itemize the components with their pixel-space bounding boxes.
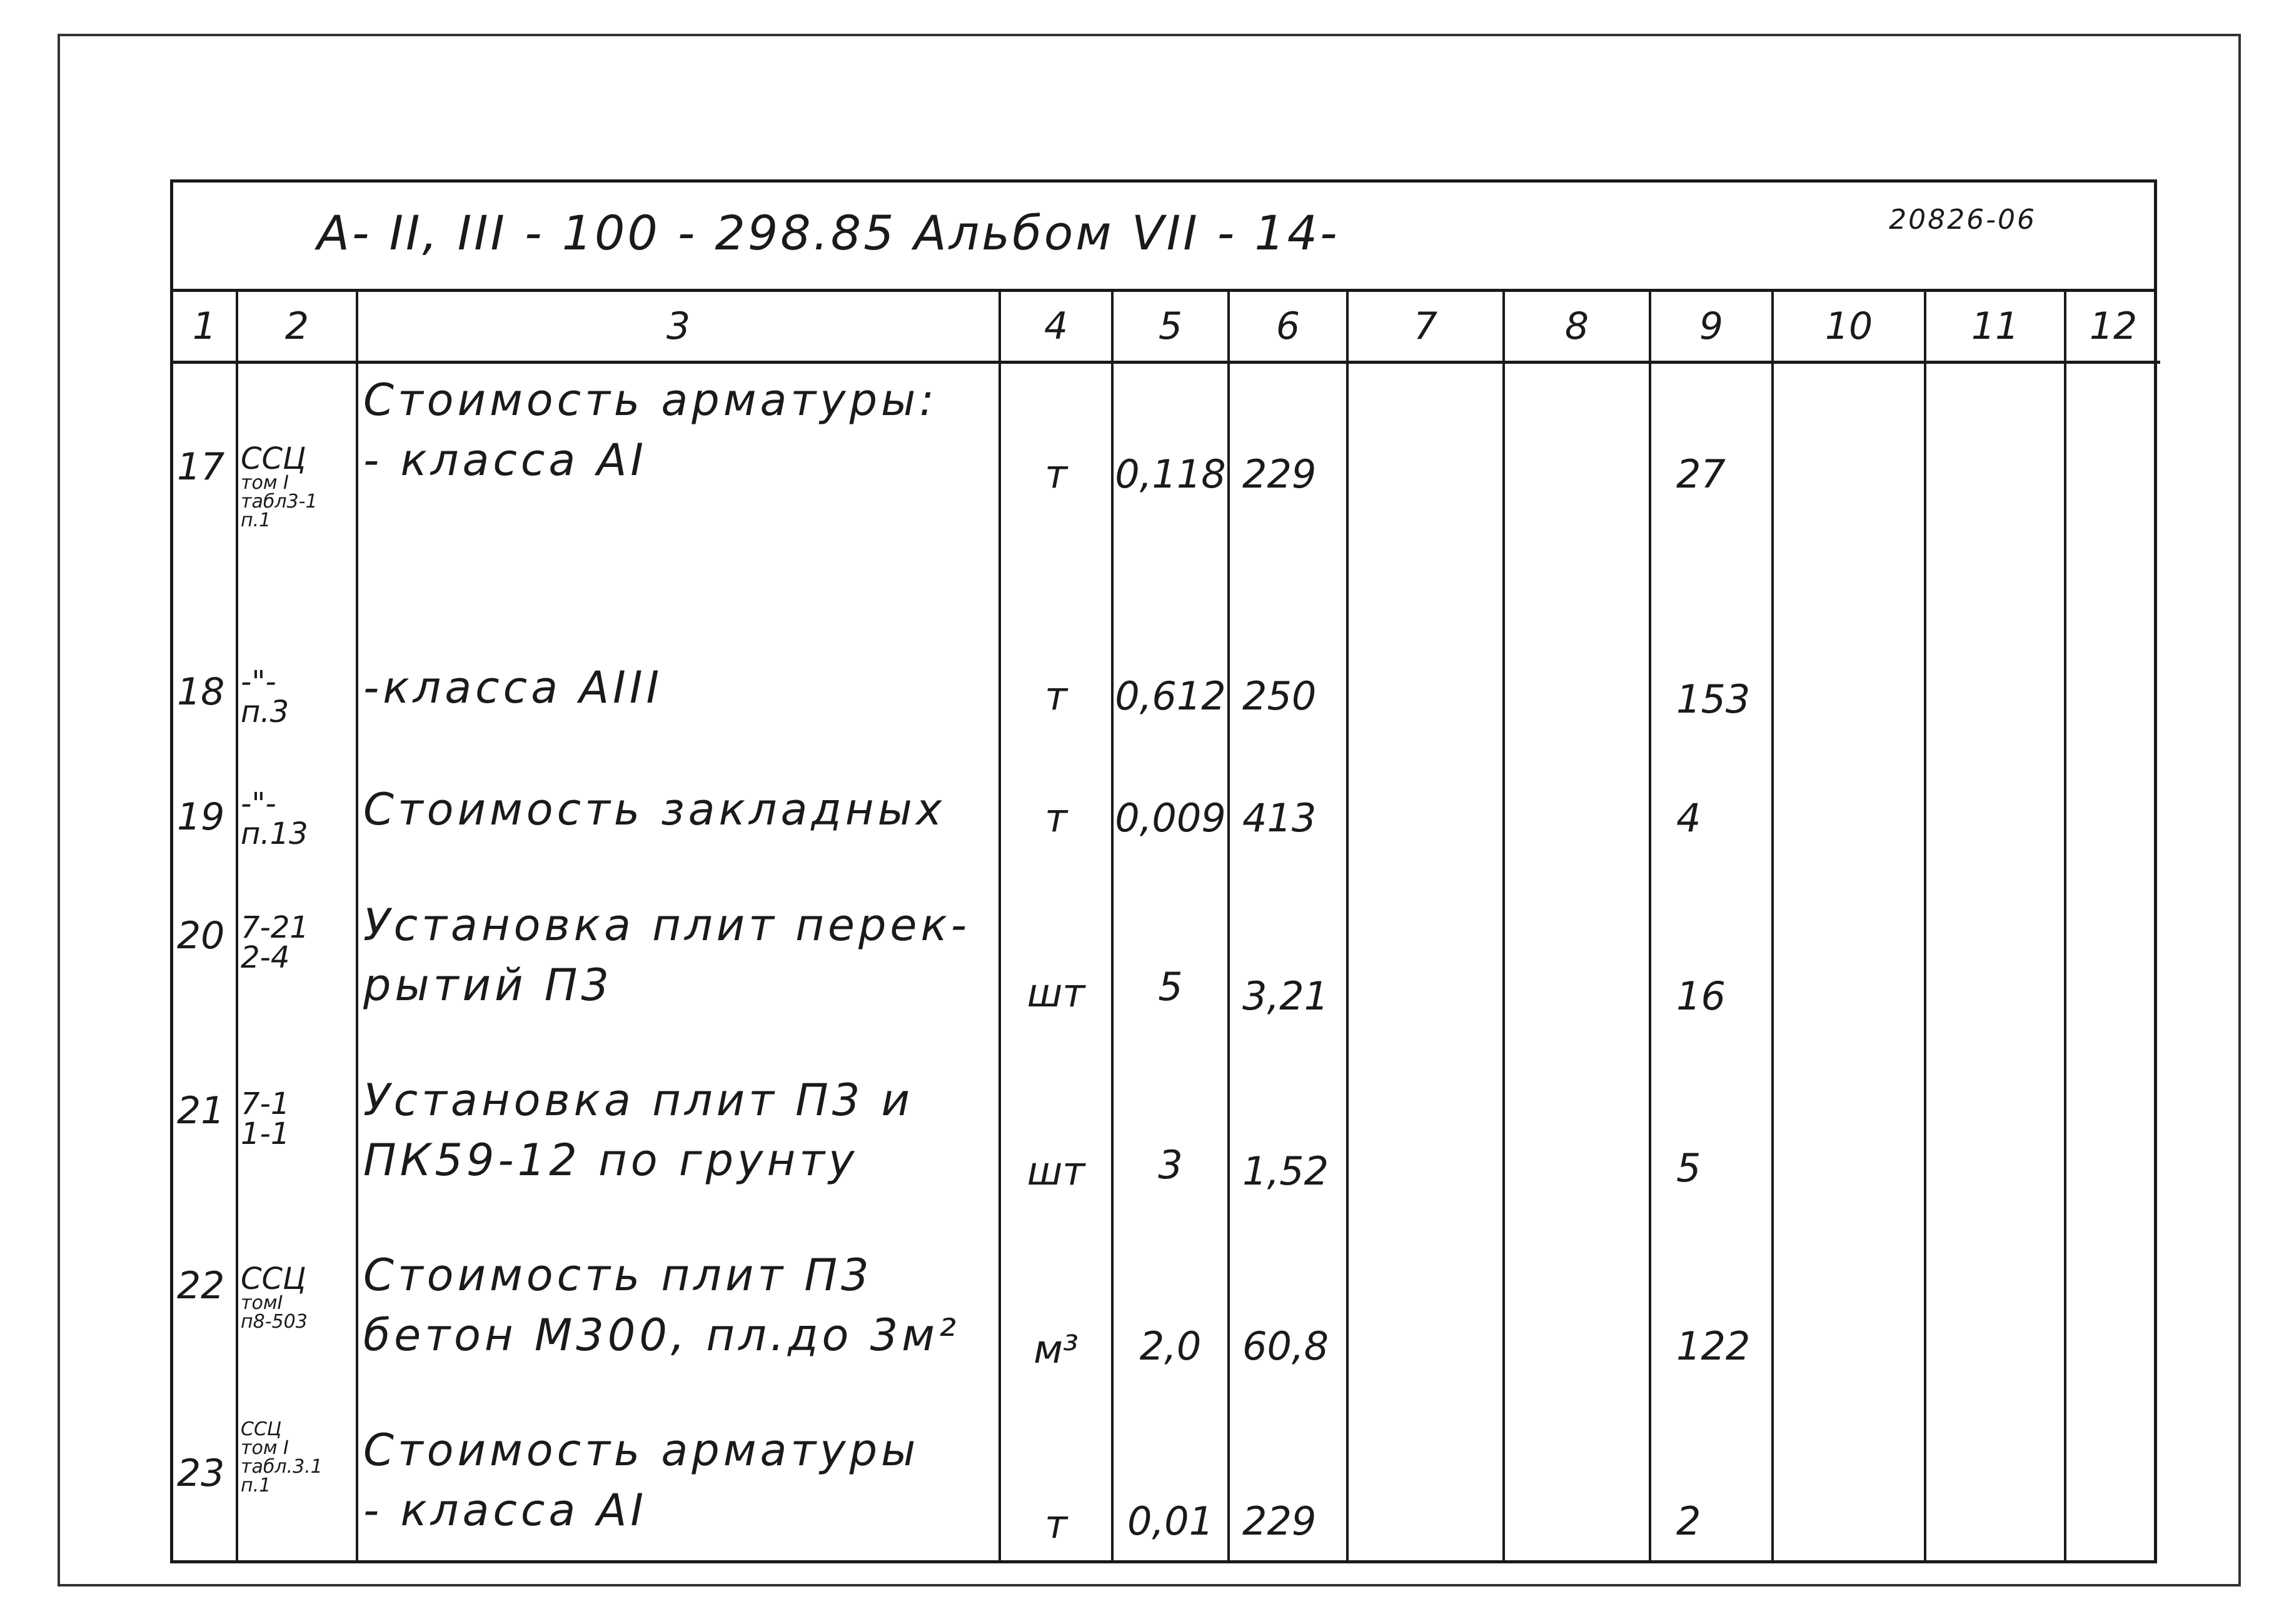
unit: т: [1044, 673, 1068, 719]
column-header: 5: [1112, 292, 1229, 363]
unit: т: [1044, 1501, 1068, 1547]
reference: ССЦ том I табл.3.1 п.1: [241, 1418, 323, 1496]
row-number: 18: [177, 670, 225, 714]
column-header: 8: [1504, 292, 1650, 363]
total-cost: 2: [1676, 1498, 1701, 1544]
description: Стоимость плит П3 бетон М300, пл.до 3м²: [363, 1250, 960, 1361]
quantity: 2,0: [1139, 1323, 1202, 1369]
estimate-table: [173, 292, 2160, 1563]
unit-price: 229: [1242, 1498, 1317, 1544]
unit: шт: [1027, 970, 1085, 1016]
description: Установка плит П3 и ПК59-12 по грунту: [363, 1075, 914, 1186]
total-cost: 4: [1676, 795, 1701, 841]
description: Стоимость арматуры: - класса АI: [363, 374, 938, 486]
column-header: 1: [173, 292, 237, 363]
unit-price: 413: [1242, 795, 1317, 841]
total-cost: 27: [1676, 451, 1726, 497]
unit: м³: [1034, 1326, 1079, 1372]
unit-price: 250: [1242, 673, 1317, 719]
reference: -"- п.13: [241, 786, 308, 851]
total-cost: 122: [1676, 1323, 1751, 1369]
col-units: [1000, 363, 1112, 1564]
quantity: 3: [1158, 1142, 1183, 1188]
col-descriptions: [357, 363, 1000, 1564]
reference: 7-1 1-1: [241, 1086, 290, 1151]
quantity: 0,612: [1115, 673, 1226, 719]
description: Стоимость арматуры - класса АI: [363, 1425, 920, 1536]
row-number: 17: [177, 445, 225, 489]
estimate-form: [170, 179, 2157, 1563]
unit-price: 229: [1242, 451, 1317, 497]
row-number: 23: [177, 1451, 225, 1495]
total-cost: 16: [1676, 973, 1726, 1019]
column-header: 6: [1229, 292, 1347, 363]
col-unit-price: [1229, 363, 1347, 1564]
header-row: [173, 292, 2160, 363]
col-11: [1925, 363, 2065, 1564]
unit-price: 60,8: [1242, 1323, 1329, 1369]
column-header: 2: [237, 292, 357, 363]
col-total: [1650, 363, 1773, 1564]
column-header: 9: [1650, 292, 1773, 363]
col-quantity: [1112, 363, 1229, 1564]
title-block: [173, 183, 2154, 292]
quantity: 5: [1158, 964, 1183, 1010]
col-7: [1347, 363, 1504, 1564]
page-title: А- II, III - 100 - 298.85 Альбом VII - 14-: [317, 205, 1340, 261]
reference: ССЦ томI п8-503: [241, 1261, 308, 1333]
row-number: 21: [177, 1089, 225, 1133]
description: Установка плит перек- рытий П3: [363, 900, 970, 1011]
quantity: 0,118: [1115, 451, 1226, 497]
column-header: 7: [1347, 292, 1504, 363]
reference: -"- п.3: [241, 664, 289, 729]
table-body: [173, 363, 2160, 1564]
column-header: 10: [1773, 292, 1925, 363]
description: Стоимость закладных: [363, 784, 946, 835]
total-cost: 5: [1676, 1145, 1701, 1191]
row-number: 22: [177, 1264, 225, 1308]
col-8: [1504, 363, 1650, 1564]
column-header: 4: [1000, 292, 1112, 363]
reference: ССЦ том I табл3-1 п.1: [241, 441, 318, 531]
unit: шт: [1027, 1148, 1085, 1194]
col-row-numbers: [173, 363, 237, 1564]
quantity: 0,01: [1127, 1498, 1214, 1544]
unit-price: 1,52: [1242, 1148, 1329, 1194]
total-cost: 153: [1676, 676, 1751, 722]
document-code: 20826-06: [1889, 204, 2036, 236]
col-10: [1773, 363, 1925, 1564]
quantity: 0,009: [1115, 795, 1226, 841]
unit-price: 3,21: [1242, 973, 1329, 1019]
unit: т: [1044, 451, 1068, 497]
column-header: 11: [1925, 292, 2065, 363]
column-header: 12: [2065, 292, 2160, 363]
reference: 7-21 2-4: [241, 910, 309, 975]
column-header: 3: [357, 292, 1000, 363]
unit: т: [1044, 795, 1068, 841]
col-references: [237, 363, 357, 1564]
col-12: [2065, 363, 2160, 1564]
row-number: 19: [177, 795, 225, 839]
row-number: 20: [177, 914, 225, 958]
description: -класса АIII: [363, 662, 663, 713]
